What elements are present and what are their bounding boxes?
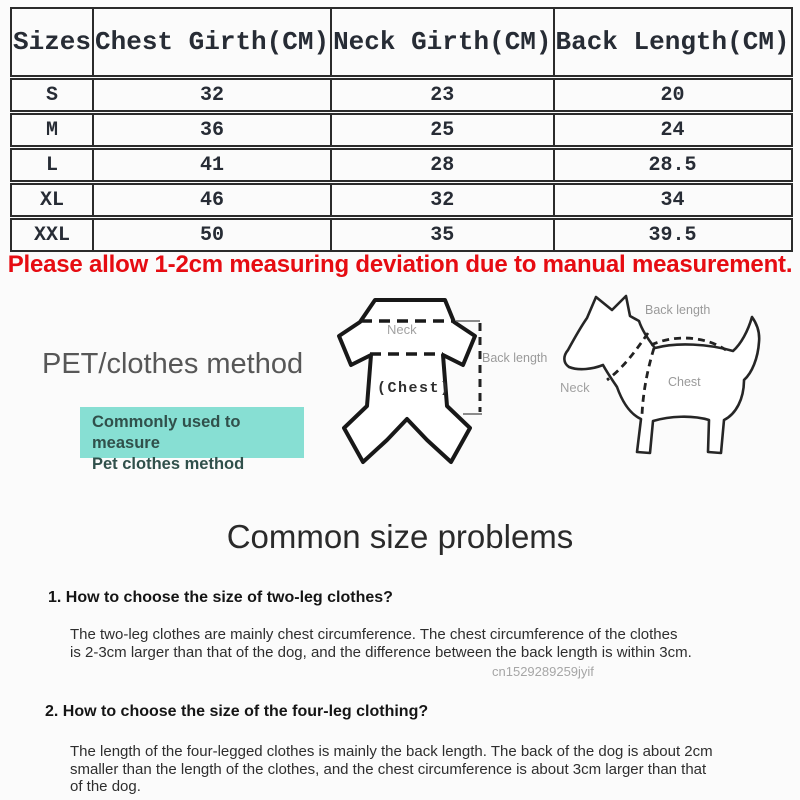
chest-cell: 46 [93, 183, 331, 218]
back-cell: 24 [554, 113, 792, 148]
table-row [11, 78, 792, 113]
dog-neck-label: Neck [560, 380, 590, 395]
garment-back-length-label: Back length [482, 351, 548, 365]
dog-back-length-label: Back length [645, 303, 711, 317]
table-row [11, 113, 792, 148]
highlight-line-2: Pet clothes method [92, 455, 245, 473]
highlight-line-1: Commonly used to measure [92, 413, 241, 452]
dog-measure-diagram [543, 288, 795, 482]
column-header-neck-girth: Neck Girth(CM) [331, 8, 553, 78]
measuring-method-highlight [80, 407, 304, 473]
back-cell: 34 [554, 183, 792, 218]
size-cell: S [11, 78, 93, 113]
neck-cell: 25 [331, 113, 553, 148]
faq-question-1: 1. How to choose the size of two-leg clothes? [48, 589, 393, 606]
back-cell: 39.5 [554, 218, 792, 252]
size-cell: L [11, 148, 93, 183]
chest-cell: 41 [93, 148, 331, 183]
column-header-chest-girth: Chest Girth(CM) [93, 8, 331, 78]
table-row [11, 218, 792, 252]
garment-measure-diagram [323, 292, 561, 484]
column-header-sizes: Sizes [11, 8, 93, 78]
table-row [11, 183, 792, 218]
table-row [11, 148, 792, 183]
size-cell: XXL [11, 218, 93, 252]
size-chart-table [10, 7, 793, 252]
dog-chest-label: Chest [668, 375, 701, 389]
measuring-method-title: PET/clothes method [42, 348, 304, 380]
chest-cell: 50 [93, 218, 331, 252]
table-header-row [11, 8, 792, 78]
faq-answer-2: The length of the four-legged clothes is mainly the back length. The back of the dog is about 2cm smaller than the length of the clothes, and the chest circumference is about 3cm larger than that of the dog. [70, 743, 713, 795]
measurement-deviation-notice: Please allow 1-2cm measuring deviation due to manual measurement. [7, 251, 793, 278]
neck-cell: 32 [331, 183, 553, 218]
back-cell: 28.5 [554, 148, 792, 183]
chest-cell: 32 [93, 78, 331, 113]
garment-chest-label: (Chest) [377, 380, 451, 397]
neck-cell: 35 [331, 218, 553, 252]
column-header-back-length: Back Length(CM) [554, 8, 792, 78]
chest-cell: 36 [93, 113, 331, 148]
size-cell: XL [11, 183, 93, 218]
neck-cell: 23 [331, 78, 553, 113]
back-cell: 20 [554, 78, 792, 113]
neck-cell: 28 [331, 148, 553, 183]
faq-question-2: 2. How to choose the size of the four-leg clothing? [45, 703, 429, 720]
faq-answer-1: The two-leg clothes are mainly chest circumference. The chest circumference of the clothes is 2-3cm larger than that of the dog, and the difference between the back length is within 3cm. [70, 626, 692, 661]
dog-outline [564, 296, 759, 453]
garment-neck-label: Neck [387, 322, 417, 337]
seller-watermark: cn1529289259jyif [492, 664, 594, 679]
size-cell: M [11, 113, 93, 148]
faq-title: Common size problems [226, 518, 574, 555]
